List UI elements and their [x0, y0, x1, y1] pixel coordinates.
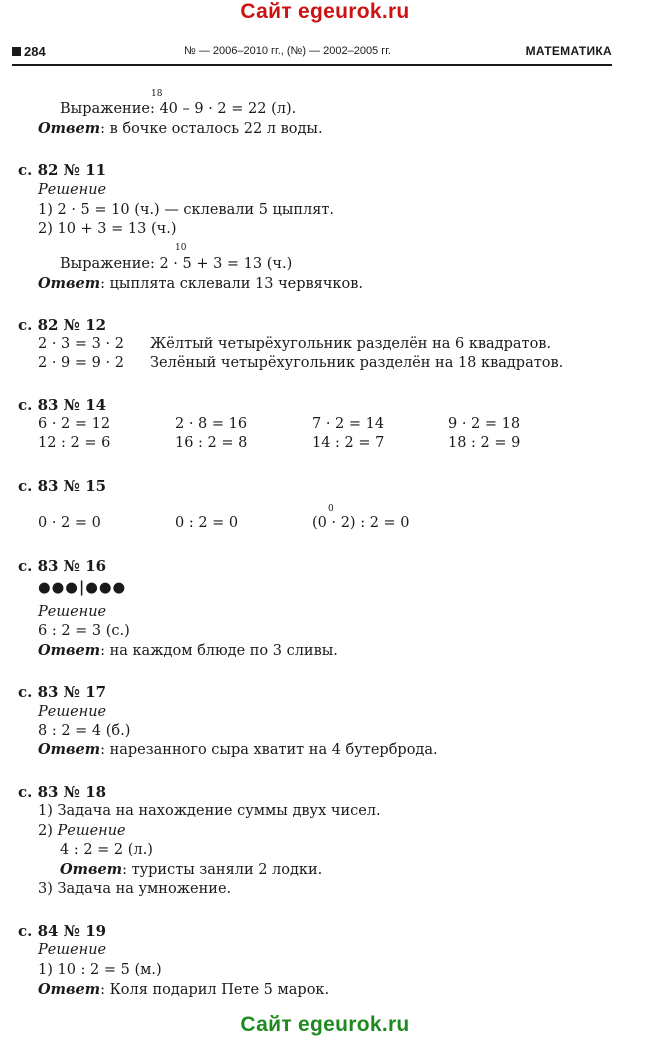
header-rule: [12, 64, 612, 66]
answer-line: Ответ: на каждом блюде по 3 сливы.: [38, 642, 338, 659]
solution-step: 3) Задача на умножение.: [38, 881, 232, 897]
task-heading: с. 82 № 12: [18, 316, 107, 334]
task-heading: с. 83 № 18: [18, 783, 107, 801]
equation: 0 · 2 = 0: [38, 515, 101, 531]
answer-line: Ответ: Коля подарил Пете 5 марок.: [38, 981, 330, 998]
equation: 0 : 2 = 0: [175, 515, 239, 531]
solution-label: Решение: [38, 704, 107, 720]
expression-line: Выражение: 2 · 5 + 3 = 13 (ч.): [60, 256, 293, 272]
superscript: 0: [328, 504, 334, 514]
solution-step: 1) 10 : 2 = 5 (м.): [38, 962, 162, 978]
equation: 2 · 3 = 3 · 2: [38, 336, 124, 352]
equation: 12 : 2 = 6: [38, 435, 111, 451]
solution-step: 8 : 2 = 4 (б.): [38, 723, 131, 739]
task-heading: с. 84 № 19: [18, 922, 107, 940]
equation: 6 · 2 = 12: [38, 416, 111, 432]
solution-step: 4 : 2 = 2 (л.): [60, 842, 153, 858]
task-heading: с. 83 № 17: [18, 683, 107, 701]
site-banner-top: Сайт egeurok.ru: [240, 0, 410, 23]
solution-step: 1) Задача на нахождение суммы двух чисел.: [38, 803, 381, 819]
statement: Зелёный четырёхугольник разделён на 18 квадратов.: [150, 355, 564, 371]
solution-step: 2) Решение: [38, 823, 126, 839]
solution-step: 6 : 2 = 3 (с.): [38, 623, 130, 639]
answer-line: Ответ: цыплята склевали 13 червячков.: [38, 275, 363, 292]
site-banner-bottom: Сайт egeurok.ru: [240, 1013, 410, 1036]
header-note: № — 2006–2010 гг., (№) — 2002–2005 гг.: [184, 45, 391, 57]
superscript: 18: [151, 89, 163, 99]
answer-line: Ответ: нарезанного сыра хватит на 4 бутерброда.: [38, 741, 438, 758]
square-marker-icon: [12, 47, 21, 56]
equation: 2 · 8 = 16: [175, 416, 248, 432]
page-number: 284: [12, 44, 46, 59]
solution-label: Решение: [38, 182, 107, 198]
equation: 7 · 2 = 14: [312, 416, 385, 432]
solution-label: Решение: [38, 942, 107, 958]
solution-step: 1) 2 · 5 = 10 (ч.) — склевали 5 цыплят.: [38, 202, 335, 218]
page-header: [12, 42, 612, 62]
answer-line: Ответ: в бочке осталось 22 л воды.: [38, 120, 323, 137]
expression-line: Выражение: 40 – 9 · 2 = 22 (л).: [60, 101, 297, 117]
equation: 14 : 2 = 7: [312, 435, 385, 451]
equation: (0 · 2) : 2 = 0: [312, 515, 410, 531]
equation: 9 · 2 = 18: [448, 416, 521, 432]
solution-step: 2) 10 + 3 = 13 (ч.): [38, 221, 177, 237]
equation: 16 : 2 = 8: [175, 435, 248, 451]
statement: Жёлтый четырёхугольник разделён на 6 квадратов.: [150, 336, 552, 352]
task-heading: с. 83 № 15: [18, 477, 107, 495]
task-heading: с. 83 № 14: [18, 396, 107, 414]
superscript: 10: [175, 243, 187, 253]
task-heading: с. 83 № 16: [18, 557, 107, 575]
answer-line: Ответ: туристы заняли 2 лодки.: [60, 861, 323, 878]
equation: 2 · 9 = 9 · 2: [38, 355, 124, 371]
plums-dots: ●●●|●●●: [38, 579, 127, 596]
subject-title: МАТЕМАТИКА: [525, 44, 612, 58]
task-heading: с. 82 № 11: [18, 161, 107, 179]
equation: 18 : 2 = 9: [448, 435, 521, 451]
solution-label: Решение: [38, 604, 107, 620]
